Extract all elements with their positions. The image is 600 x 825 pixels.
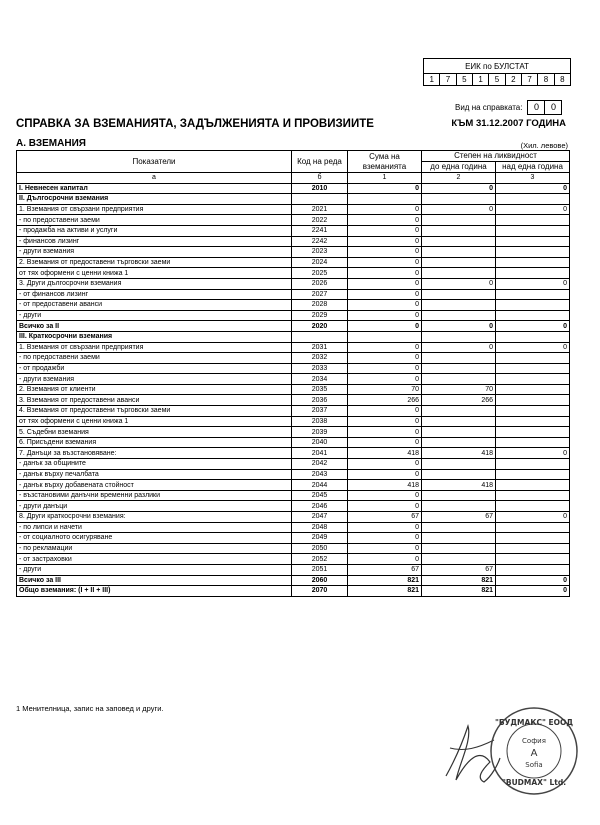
row-amount: 0 bbox=[348, 459, 422, 470]
row-over-year bbox=[496, 194, 570, 205]
row-over-year: 0 bbox=[496, 586, 570, 597]
row-code: 2022 bbox=[292, 215, 348, 226]
row-over-year bbox=[496, 564, 570, 575]
report-type-cells bbox=[527, 100, 562, 115]
table-row bbox=[17, 490, 570, 501]
row-up-to-year: 70 bbox=[422, 384, 496, 395]
row-code: 2021 bbox=[292, 204, 348, 215]
row-label: - по рекламации bbox=[17, 543, 292, 554]
row-code: 2049 bbox=[292, 533, 348, 544]
row-amount: 0 bbox=[348, 522, 422, 533]
row-label: 7. Данъци за възстановяване: bbox=[17, 448, 292, 459]
row-code: 2038 bbox=[292, 416, 348, 427]
row-code: 2025 bbox=[292, 268, 348, 279]
row-code: 2242 bbox=[292, 236, 348, 247]
row-over-year bbox=[496, 300, 570, 311]
row-up-to-year: 0 bbox=[422, 278, 496, 289]
stamp-city-bg: София bbox=[522, 737, 546, 745]
table-row bbox=[17, 586, 570, 597]
row-over-year: 0 bbox=[496, 204, 570, 215]
row-code: 2028 bbox=[292, 300, 348, 311]
row-over-year bbox=[496, 331, 570, 342]
row-code: 2020 bbox=[292, 321, 348, 332]
row-up-to-year: 67 bbox=[422, 564, 496, 575]
row-up-to-year bbox=[422, 437, 496, 448]
row-up-to-year bbox=[422, 225, 496, 236]
header-liquidity: Степен на ликвидност bbox=[422, 151, 570, 162]
col-index: 1 bbox=[348, 173, 422, 184]
table-row bbox=[17, 501, 570, 512]
row-over-year: 0 bbox=[496, 278, 570, 289]
row-code: 2027 bbox=[292, 289, 348, 300]
row-label: Всичко за III bbox=[17, 575, 292, 586]
row-up-to-year bbox=[422, 353, 496, 364]
row-code: 2026 bbox=[292, 278, 348, 289]
row-code: 2043 bbox=[292, 469, 348, 480]
row-amount bbox=[348, 331, 422, 342]
table-row bbox=[17, 342, 570, 353]
row-over-year bbox=[496, 215, 570, 226]
row-amount: 0 bbox=[348, 416, 422, 427]
row-over-year bbox=[496, 384, 570, 395]
row-amount: 0 bbox=[348, 204, 422, 215]
row-code: 2040 bbox=[292, 437, 348, 448]
row-label: - по предоставени заеми bbox=[17, 353, 292, 364]
row-amount: 0 bbox=[348, 406, 422, 417]
row-code bbox=[292, 194, 348, 205]
eik-digit: 5 bbox=[457, 74, 473, 85]
row-code: 2032 bbox=[292, 353, 348, 364]
row-code: 2045 bbox=[292, 490, 348, 501]
row-amount: 0 bbox=[348, 363, 422, 374]
row-code: 2024 bbox=[292, 257, 348, 268]
section-title: А. ВЗЕМАНИЯ bbox=[16, 138, 86, 149]
row-label: - други вземания bbox=[17, 247, 292, 258]
row-up-to-year: 0 bbox=[422, 183, 496, 194]
table-row bbox=[17, 204, 570, 215]
row-amount: 0 bbox=[348, 257, 422, 268]
row-code: 2010 bbox=[292, 183, 348, 194]
receivables-table bbox=[16, 150, 570, 597]
row-amount: 0 bbox=[348, 469, 422, 480]
row-amount: 418 bbox=[348, 480, 422, 491]
row-label: 5. Съдебни вземания bbox=[17, 427, 292, 438]
table-row bbox=[17, 416, 570, 427]
row-label: Общо вземания: (I + II + III) bbox=[17, 586, 292, 597]
row-amount: 0 bbox=[348, 533, 422, 544]
table-row bbox=[17, 512, 570, 523]
eik-digit: 7 bbox=[440, 74, 456, 85]
row-label: 2. Вземания от предоставени търговски заеми bbox=[17, 257, 292, 268]
row-code: 2029 bbox=[292, 310, 348, 321]
row-up-to-year bbox=[422, 469, 496, 480]
row-up-to-year bbox=[422, 236, 496, 247]
table-row bbox=[17, 533, 570, 544]
row-over-year bbox=[496, 406, 570, 417]
report-type-value: 0 bbox=[528, 101, 545, 114]
row-amount: 0 bbox=[348, 342, 422, 353]
row-amount: 0 bbox=[348, 183, 422, 194]
row-over-year bbox=[496, 247, 570, 258]
row-label: 1. Вземания от свързани предприятия bbox=[17, 342, 292, 353]
row-over-year bbox=[496, 437, 570, 448]
col-index: 2 bbox=[422, 173, 496, 184]
row-code: 2039 bbox=[292, 427, 348, 438]
row-over-year bbox=[496, 490, 570, 501]
row-up-to-year bbox=[422, 522, 496, 533]
row-label: - по предоставени заеми bbox=[17, 215, 292, 226]
row-over-year bbox=[496, 310, 570, 321]
row-label: - по липси и начети bbox=[17, 522, 292, 533]
row-up-to-year bbox=[422, 406, 496, 417]
table-row bbox=[17, 363, 570, 374]
row-code bbox=[292, 331, 348, 342]
row-up-to-year bbox=[422, 247, 496, 258]
table-row bbox=[17, 321, 570, 332]
row-label: - други bbox=[17, 310, 292, 321]
table-row bbox=[17, 353, 570, 364]
eik-digit: 5 bbox=[489, 74, 505, 85]
row-amount: 67 bbox=[348, 564, 422, 575]
row-up-to-year: 0 bbox=[422, 204, 496, 215]
row-up-to-year: 0 bbox=[422, 321, 496, 332]
row-over-year bbox=[496, 459, 570, 470]
table-row bbox=[17, 257, 570, 268]
eik-label: ЕИК по БУЛСТАТ bbox=[424, 59, 570, 74]
col-index: 3 bbox=[496, 173, 570, 184]
row-code: 2044 bbox=[292, 480, 348, 491]
row-label: - възстановими данъчни временни разлики bbox=[17, 490, 292, 501]
row-amount: 418 bbox=[348, 448, 422, 459]
row-amount: 0 bbox=[348, 543, 422, 554]
row-over-year bbox=[496, 543, 570, 554]
row-amount: 0 bbox=[348, 321, 422, 332]
table-body bbox=[17, 183, 570, 596]
eik-digits bbox=[424, 74, 570, 85]
row-code: 2046 bbox=[292, 501, 348, 512]
table-row bbox=[17, 194, 570, 205]
stamp-text-top: "БУДМАКС" ЕООД bbox=[494, 718, 574, 727]
table-row bbox=[17, 395, 570, 406]
header-up-to-year: до една година bbox=[422, 162, 496, 173]
row-up-to-year: 418 bbox=[422, 480, 496, 491]
table-row bbox=[17, 543, 570, 554]
row-over-year bbox=[496, 416, 570, 427]
row-up-to-year bbox=[422, 543, 496, 554]
row-over-year bbox=[496, 554, 570, 565]
row-label: - от продажби bbox=[17, 363, 292, 374]
row-over-year bbox=[496, 289, 570, 300]
row-amount: 0 bbox=[348, 427, 422, 438]
row-over-year bbox=[496, 225, 570, 236]
row-label: - от социалното осигуряване bbox=[17, 533, 292, 544]
table-row bbox=[17, 522, 570, 533]
row-up-to-year bbox=[422, 268, 496, 279]
row-amount: 0 bbox=[348, 289, 422, 300]
row-over-year: 0 bbox=[496, 183, 570, 194]
row-amount: 70 bbox=[348, 384, 422, 395]
col-index: б bbox=[292, 173, 348, 184]
table-row bbox=[17, 564, 570, 575]
row-label: - данък върху печалбата bbox=[17, 469, 292, 480]
row-code: 2050 bbox=[292, 543, 348, 554]
row-up-to-year: 67 bbox=[422, 512, 496, 523]
header-code: Код на реда bbox=[292, 151, 348, 173]
row-code: 2047 bbox=[292, 512, 348, 523]
row-over-year bbox=[496, 257, 570, 268]
table-row bbox=[17, 268, 570, 279]
row-amount: 0 bbox=[348, 300, 422, 311]
row-up-to-year bbox=[422, 490, 496, 501]
eik-digit: 1 bbox=[473, 74, 489, 85]
row-over-year bbox=[496, 236, 570, 247]
row-amount: 821 bbox=[348, 575, 422, 586]
row-code: 2241 bbox=[292, 225, 348, 236]
row-up-to-year bbox=[422, 533, 496, 544]
table-row bbox=[17, 374, 570, 385]
row-over-year bbox=[496, 353, 570, 364]
row-amount: 0 bbox=[348, 215, 422, 226]
row-label: 4. Вземания от предоставени търговски заеми bbox=[17, 406, 292, 417]
row-amount: 0 bbox=[348, 225, 422, 236]
row-label: 3. Вземания от предоставени аванси bbox=[17, 395, 292, 406]
row-label: 2. Вземания от клиенти bbox=[17, 384, 292, 395]
header-amount: Сума на вземанията bbox=[348, 151, 422, 173]
row-up-to-year bbox=[422, 374, 496, 385]
row-code: 2031 bbox=[292, 342, 348, 353]
row-code: 2035 bbox=[292, 384, 348, 395]
row-up-to-year bbox=[422, 331, 496, 342]
row-label: - други данъци bbox=[17, 501, 292, 512]
row-label: - от застраховки bbox=[17, 554, 292, 565]
row-over-year bbox=[496, 268, 570, 279]
row-label: 1. Вземания от свързани предприятия bbox=[17, 204, 292, 215]
row-amount: 0 bbox=[348, 490, 422, 501]
row-label: 6. Присъдени вземания bbox=[17, 437, 292, 448]
row-over-year bbox=[496, 469, 570, 480]
row-up-to-year bbox=[422, 289, 496, 300]
page-title: СПРАВКА ЗА ВЗЕМАНИЯТА, ЗАДЪЛЖЕНИЯТА И ПРОВИЗИИТЕ bbox=[16, 118, 374, 130]
eik-digit: 1 bbox=[424, 74, 440, 85]
row-over-year: 0 bbox=[496, 321, 570, 332]
table-row bbox=[17, 183, 570, 194]
row-code: 2041 bbox=[292, 448, 348, 459]
row-label: II. Дългосрочни вземания bbox=[17, 194, 292, 205]
row-code: 2048 bbox=[292, 522, 348, 533]
row-over-year bbox=[496, 533, 570, 544]
table-row bbox=[17, 247, 570, 258]
report-type bbox=[455, 100, 562, 115]
row-code: 2052 bbox=[292, 554, 348, 565]
stamp-city-en: Sofia bbox=[525, 761, 543, 769]
row-code: 2023 bbox=[292, 247, 348, 258]
table-row bbox=[17, 554, 570, 565]
table-row bbox=[17, 427, 570, 438]
report-type-label: Вид на справката: bbox=[455, 103, 523, 112]
stamp-letter: А bbox=[530, 748, 538, 759]
row-amount: 0 bbox=[348, 268, 422, 279]
row-up-to-year bbox=[422, 215, 496, 226]
row-label: - други bbox=[17, 564, 292, 575]
report-type-value: 0 bbox=[550, 102, 556, 112]
row-amount: 0 bbox=[348, 310, 422, 321]
row-amount: 0 bbox=[348, 437, 422, 448]
eik-box bbox=[423, 58, 571, 86]
row-over-year bbox=[496, 501, 570, 512]
row-code: 2033 bbox=[292, 363, 348, 374]
row-up-to-year bbox=[422, 310, 496, 321]
table-row bbox=[17, 459, 570, 470]
row-up-to-year: 821 bbox=[422, 575, 496, 586]
row-label: - данък за общините bbox=[17, 459, 292, 470]
row-up-to-year: 266 bbox=[422, 395, 496, 406]
header-over-year: над една година bbox=[496, 162, 570, 173]
row-up-to-year bbox=[422, 416, 496, 427]
row-amount: 821 bbox=[348, 586, 422, 597]
row-label: - продажба на активи и услуги bbox=[17, 225, 292, 236]
footnote: 1 Менителница, запис на заповед и други. bbox=[16, 704, 164, 713]
row-label: Всичко за II bbox=[17, 321, 292, 332]
table-row bbox=[17, 236, 570, 247]
report-date: КЪМ 31.12.2007 ГОДИНА bbox=[451, 118, 566, 129]
row-label: от тях оформени с ценни книжа 1 bbox=[17, 268, 292, 279]
table-row bbox=[17, 300, 570, 311]
row-up-to-year: 821 bbox=[422, 586, 496, 597]
row-up-to-year: 418 bbox=[422, 448, 496, 459]
row-up-to-year bbox=[422, 427, 496, 438]
row-code: 2037 bbox=[292, 406, 348, 417]
row-code: 2060 bbox=[292, 575, 348, 586]
table-row bbox=[17, 384, 570, 395]
row-label: - от финансов лизинг bbox=[17, 289, 292, 300]
row-amount: 0 bbox=[348, 353, 422, 364]
eik-digit: 7 bbox=[522, 74, 538, 85]
row-up-to-year bbox=[422, 257, 496, 268]
row-code: 2034 bbox=[292, 374, 348, 385]
row-code: 2070 bbox=[292, 586, 348, 597]
col-index: а bbox=[17, 173, 292, 184]
eik-digit: 8 bbox=[560, 75, 565, 84]
header-indicators: Показатели bbox=[17, 151, 292, 173]
row-over-year bbox=[496, 427, 570, 438]
row-over-year bbox=[496, 395, 570, 406]
table-row bbox=[17, 278, 570, 289]
row-code: 2036 bbox=[292, 395, 348, 406]
row-amount: 0 bbox=[348, 501, 422, 512]
row-label: - данък върху добавената стойност bbox=[17, 480, 292, 491]
table-row bbox=[17, 310, 570, 321]
row-label: I. Невнесен капитал bbox=[17, 183, 292, 194]
unit-label: (Хил. левове) bbox=[520, 141, 568, 150]
row-up-to-year bbox=[422, 554, 496, 565]
table-row bbox=[17, 480, 570, 491]
row-up-to-year bbox=[422, 459, 496, 470]
row-label: от тях оформени с ценни книжа 1 bbox=[17, 416, 292, 427]
row-over-year bbox=[496, 522, 570, 533]
table-row bbox=[17, 469, 570, 480]
row-amount bbox=[348, 194, 422, 205]
row-up-to-year bbox=[422, 194, 496, 205]
row-amount: 67 bbox=[348, 512, 422, 523]
row-amount: 0 bbox=[348, 374, 422, 385]
table-row bbox=[17, 331, 570, 342]
row-over-year bbox=[496, 374, 570, 385]
eik-digit: 8 bbox=[538, 74, 554, 85]
row-up-to-year bbox=[422, 501, 496, 512]
row-up-to-year bbox=[422, 363, 496, 374]
table-row bbox=[17, 448, 570, 459]
row-over-year bbox=[496, 480, 570, 491]
row-label: - други вземания bbox=[17, 374, 292, 385]
row-amount: 0 bbox=[348, 236, 422, 247]
row-amount: 0 bbox=[348, 247, 422, 258]
table-row bbox=[17, 437, 570, 448]
row-label: III. Краткосрочни вземания bbox=[17, 331, 292, 342]
row-over-year: 0 bbox=[496, 512, 570, 523]
row-label: - финансов лизинг bbox=[17, 236, 292, 247]
row-label: - от предоставени аванси bbox=[17, 300, 292, 311]
row-code: 2042 bbox=[292, 459, 348, 470]
table-row bbox=[17, 289, 570, 300]
row-over-year: 0 bbox=[496, 342, 570, 353]
row-amount: 266 bbox=[348, 395, 422, 406]
company-stamp bbox=[488, 705, 580, 797]
row-label: 8. Други краткосрочни вземания: bbox=[17, 512, 292, 523]
row-code: 2051 bbox=[292, 564, 348, 575]
row-label: 3. Други дългосрочни вземания bbox=[17, 278, 292, 289]
row-over-year: 0 bbox=[496, 575, 570, 586]
table-row bbox=[17, 215, 570, 226]
eik-digit: 2 bbox=[506, 74, 522, 85]
table-row bbox=[17, 225, 570, 236]
row-up-to-year: 0 bbox=[422, 342, 496, 353]
row-amount: 0 bbox=[348, 278, 422, 289]
row-up-to-year bbox=[422, 300, 496, 311]
row-over-year: 0 bbox=[496, 448, 570, 459]
row-amount: 0 bbox=[348, 554, 422, 565]
table-row bbox=[17, 575, 570, 586]
table-row bbox=[17, 406, 570, 417]
stamp-text-bottom: "BUDMAX" Ltd. bbox=[501, 778, 567, 787]
row-over-year bbox=[496, 363, 570, 374]
